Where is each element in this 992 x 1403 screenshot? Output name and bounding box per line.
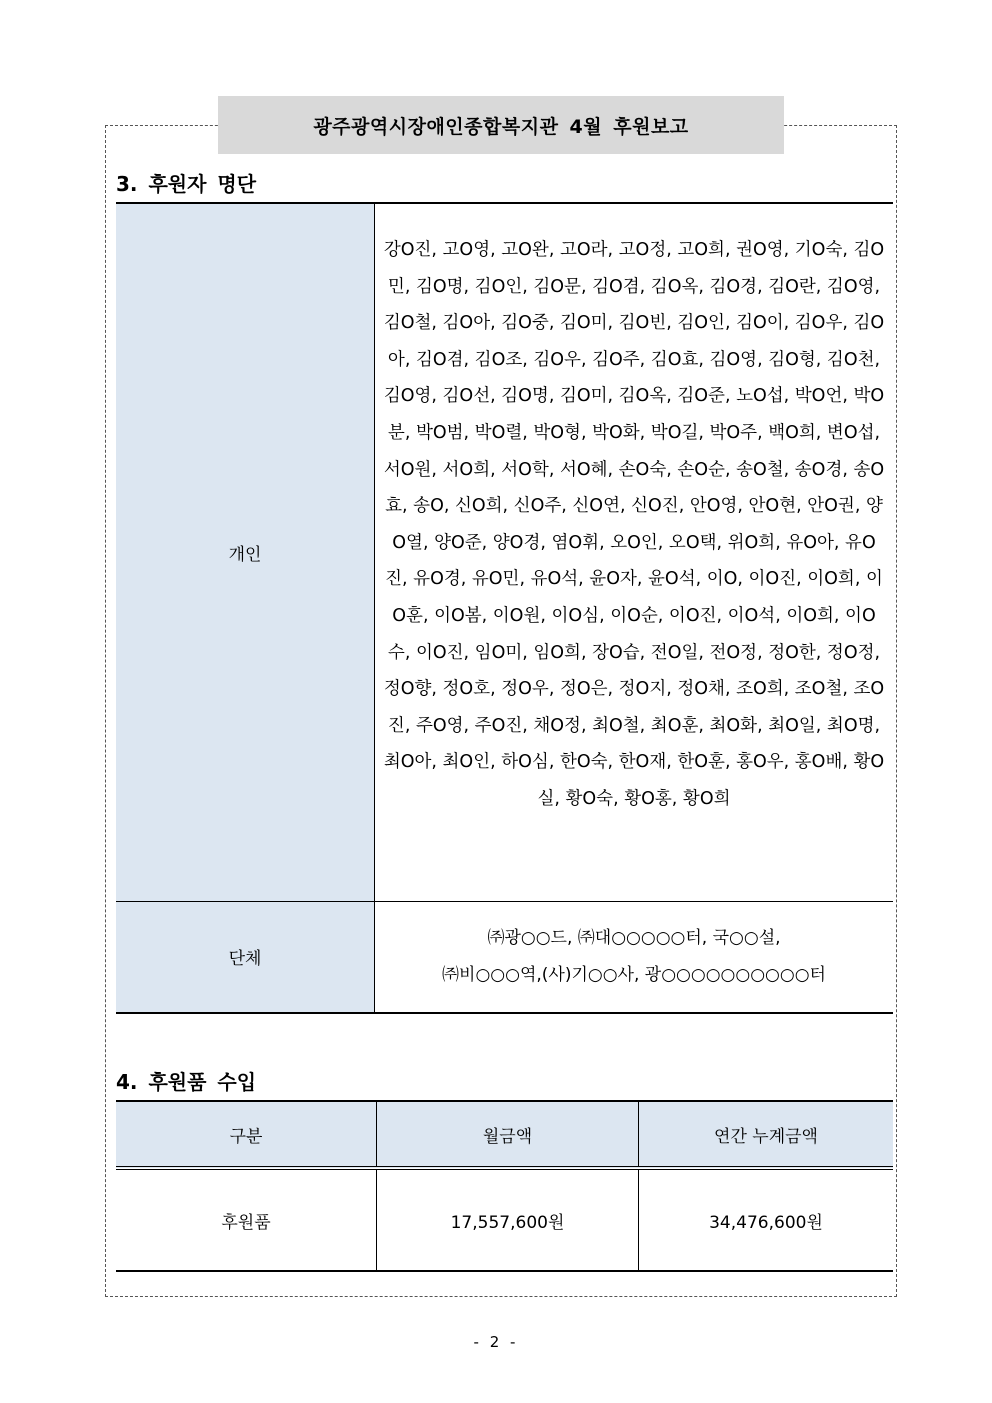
individual-label: 개인 <box>116 203 375 901</box>
organization-line-1: ㈜광○○드, ㈜대○○○○○터, 국○○설, <box>487 927 781 948</box>
organization-label: 단체 <box>116 901 375 1013</box>
column-header-category: 구분 <box>116 1101 377 1168</box>
table-row <box>116 1168 893 1271</box>
organization-names <box>375 901 894 1013</box>
organization-donors-row <box>116 901 893 1013</box>
individual-donors-row <box>116 203 893 901</box>
table-header-row <box>116 1101 893 1168</box>
category-cell: 후원품 <box>116 1168 377 1271</box>
page-number: - 2 - <box>473 1333 519 1351</box>
donation-income-table <box>116 1100 893 1272</box>
column-header-monthly: 월금액 <box>377 1101 639 1168</box>
column-header-annual: 연간 누계금액 <box>639 1101 894 1168</box>
annual-amount-cell: 34,476,600원 <box>709 1212 823 1233</box>
individual-names: 강O진, 고O영, 고O완, 고O라, 고O정, 고O희, 권O영, 기O숙, 김O민, 김O명, 김O인, 김O문, 김O겸, 김O옥, 김O경, 김O란, 김O영, 김O철, 김O아, 김O중, 김O미, 김O빈, 김O인, 김O이, 김O우, 김O아, 김O겸, 김O조, 김O우, 김O주, 김O효, 김O영, 김O형, 김O천, 김O영, 김O선, 김O명, 김O미, 김O옥, 김O준, 노O섭, 박O언, 박O분, 박O범, 박O렬, 박O형, 박O화, 박O길, 박O주, 백O희, 변O섭, 서O원, 서O희, 서O학, 서O혜, 손O숙, 손O순, 송O철, 송O경, 송O효, 송O, 신O희, 신O주, 신O연, 신O진, 안O영, 안O현, 안O권, 양O열, 양O준, 양O경, 염O휘, 오O인, 오O택, 위O희, 유O아, 유O진, 유O경, 유O민, 유O석, 윤O자, 윤O석, 이O, 이O진, 이O희, 이O훈, 이O봄, 이O원, 이O심, 이O순, 이O진, 이O석, 이O희, 이O수, 이O진, 임O미, 임O희, 장O습, 전O일, 전O정, 정O한, 정O정, 정O향, 정O호, 정O우, 정O은, 정O지, 정O채, 조O희, 조O철, 조O진, 주O영, 주O진, 채O정, 최O철, 최O훈, 최O화, 최O일, 최O명, 최O아, 최O인, 하O심, 한O숙, 한O재, 한O훈, 홍O우, 홍O배, 황O실, 황O숙, 황O홍, 황O희 <box>375 203 894 901</box>
organization-line-2: ㈜비○○○역,(사)기○○사, 광○○○○○○○○○○터 <box>442 964 826 985</box>
donor-list-table <box>116 202 893 1014</box>
section-heading-donors: 3. 후원자 명단 <box>116 172 257 196</box>
section-heading-donations: 4. 후원품 수입 <box>116 1070 257 1094</box>
document-title: 광주광역시장애인종합복지관 4월 후원보고 <box>218 96 784 154</box>
monthly-amount-cell: 17,557,600원 <box>377 1168 639 1271</box>
